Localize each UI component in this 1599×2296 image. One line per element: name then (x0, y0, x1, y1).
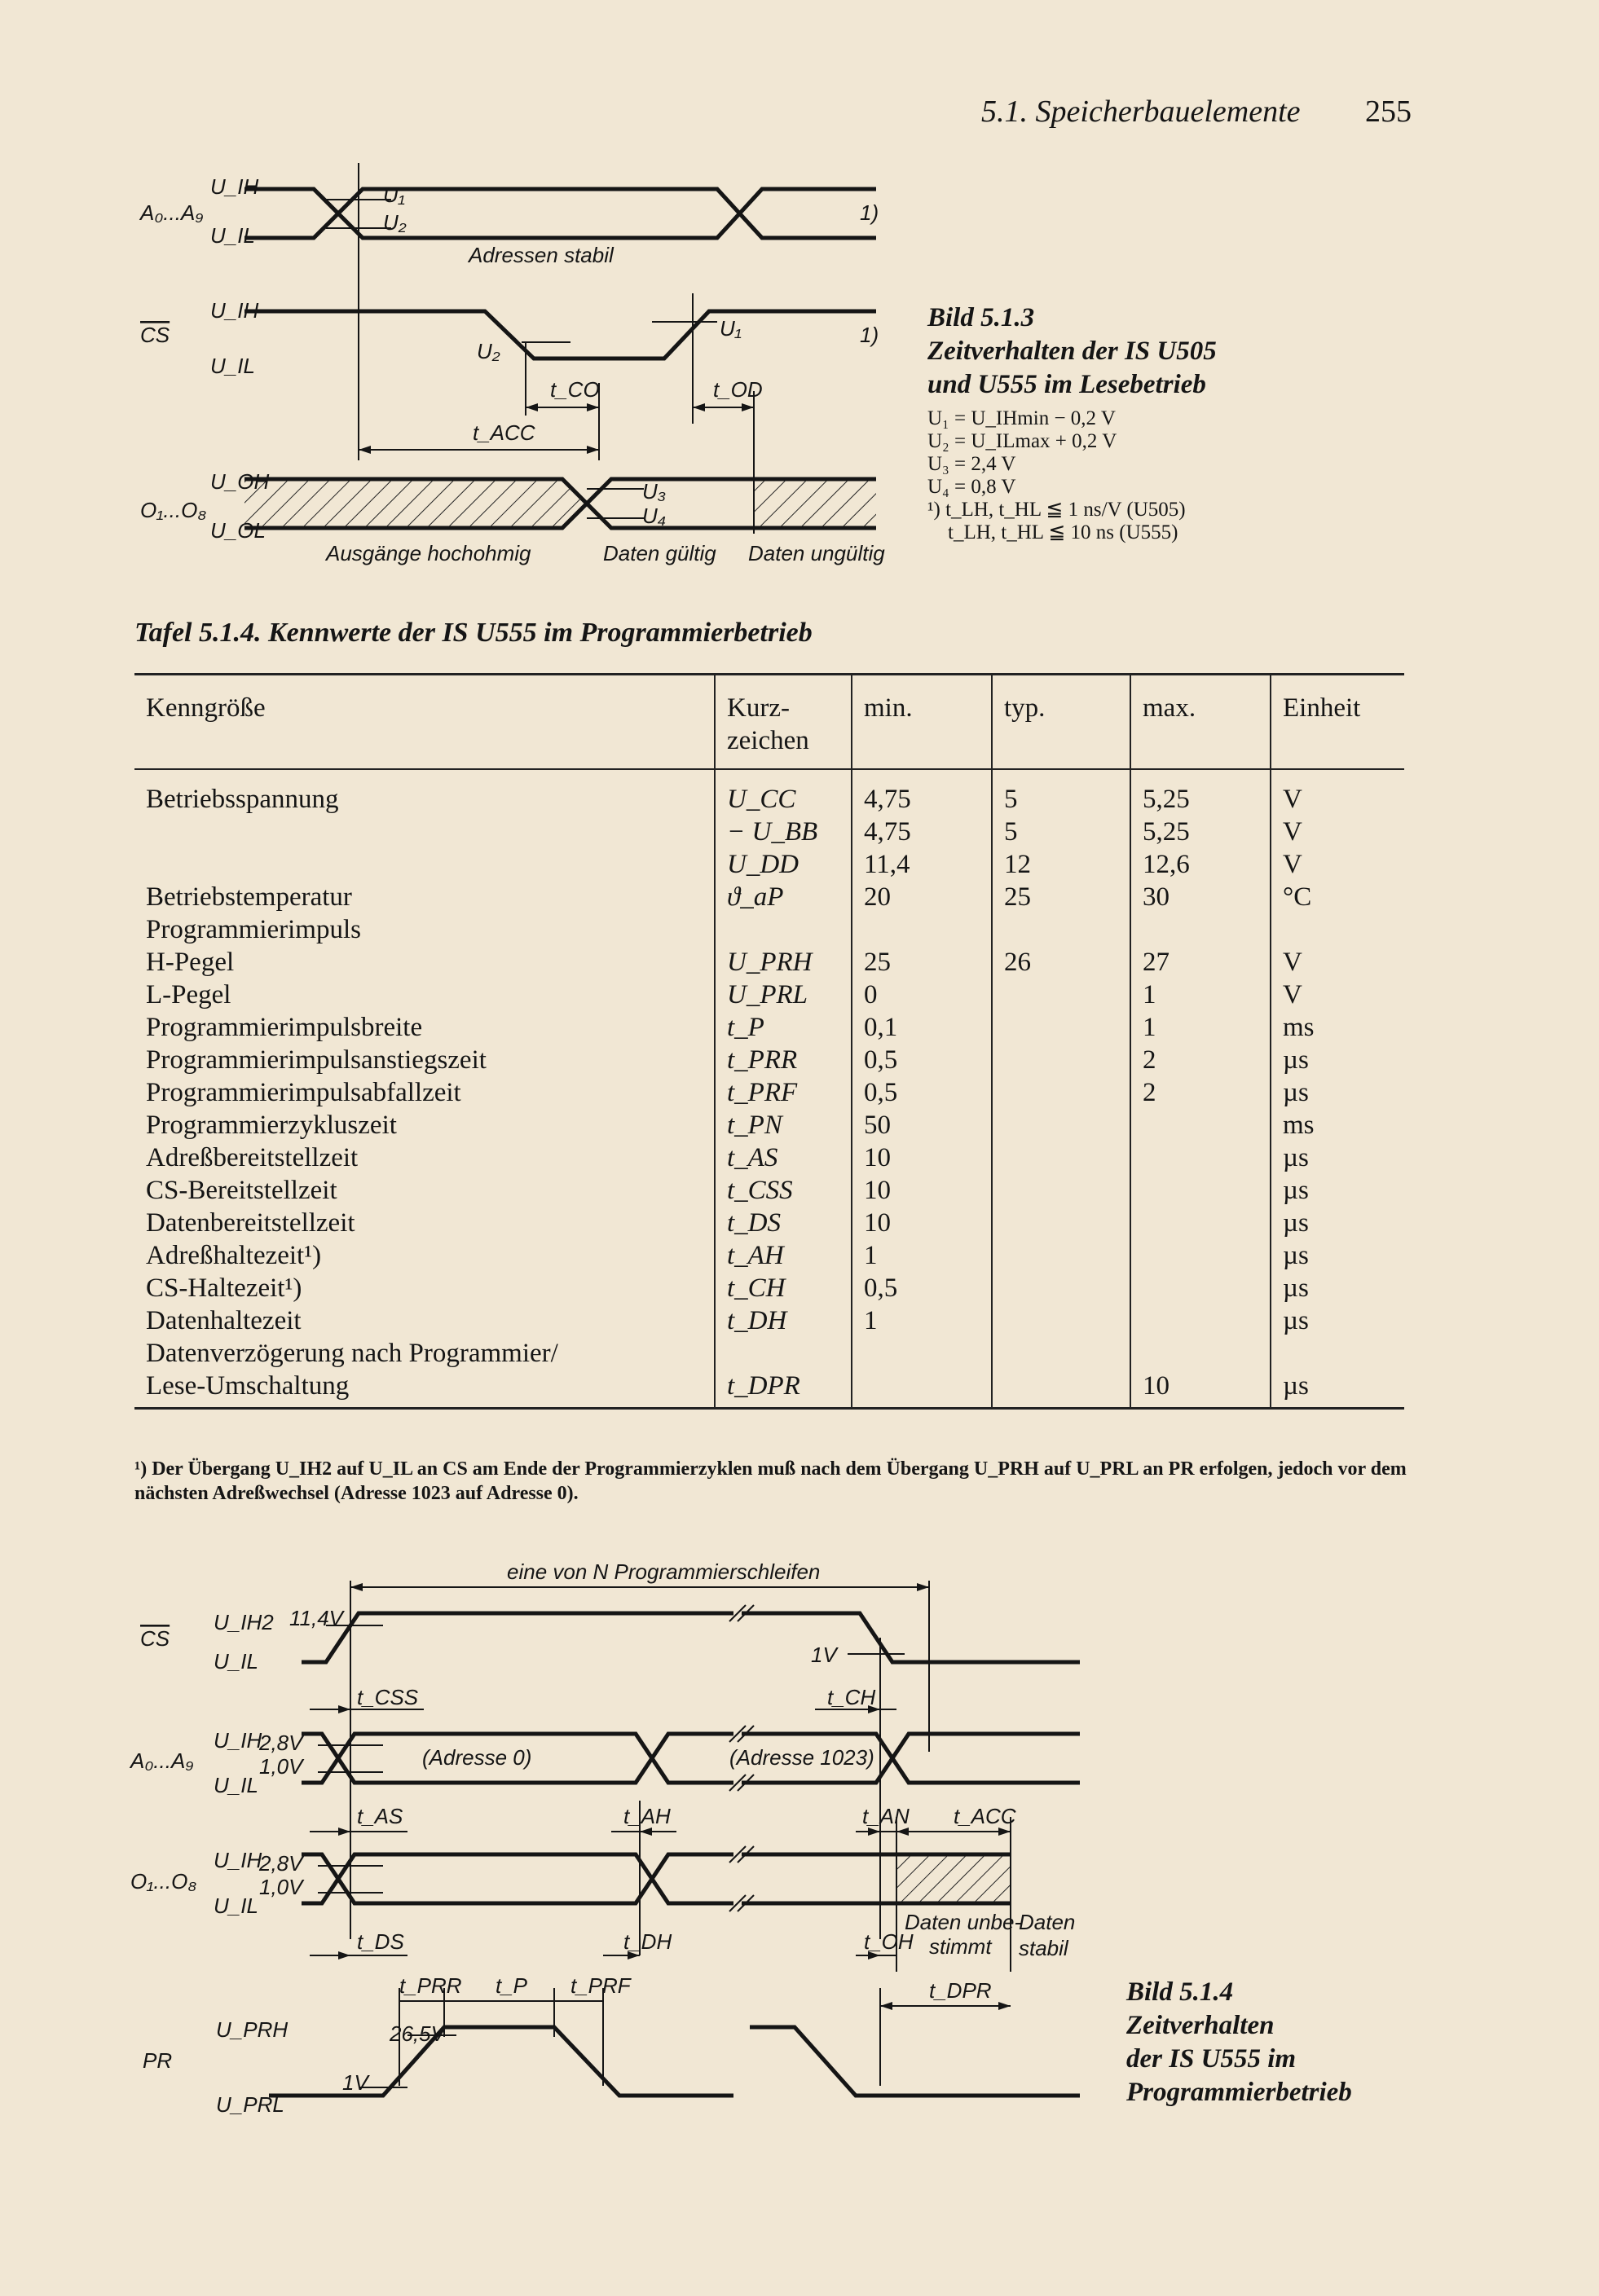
table-cell-sym: U_DD (715, 848, 852, 881)
table-cell-max (1130, 1109, 1271, 1141)
table-cell-unit: µs (1271, 1076, 1404, 1109)
table-cell-min: 0,1 (852, 1011, 992, 1044)
table-cell-typ: 12 (992, 848, 1130, 881)
table-cell-min (852, 1337, 992, 1370)
hatched-region-invalid (754, 481, 876, 526)
uil-label: U_IL (214, 1773, 258, 1797)
table-cell-sym: t_DPR (715, 1370, 852, 1409)
column-header: Einheit (1271, 675, 1404, 770)
caption-line: Bild 5.1.3 (927, 303, 1035, 332)
data-undefined-label: stimmt (929, 1934, 992, 1959)
tah-label: t_AH (623, 1804, 671, 1828)
table-footnote: ¹) Der Übergang U_IH2 auf U_IL an CS am Ende der Programmierzyklen muß nach dem Übergang U_PRH auf U_PRL an PR erfolgen, jedoch vor dem nächsten Adreßwechsel (Adresse 1023 auf Adresse 0). (134, 1458, 1407, 1504)
table-row (134, 946, 1404, 979)
table-cell-typ (992, 1304, 1130, 1337)
note-line: U₄ = 0,8 V (927, 476, 1016, 498)
table-cell-min: 10 (852, 1141, 992, 1174)
table-row (134, 1304, 1404, 1337)
voltage-1-0-label: 1,0V (259, 1754, 303, 1779)
parameter-table (134, 673, 1404, 1410)
table-cell-sym (715, 913, 852, 946)
table-cell-name (134, 848, 715, 881)
table-row (134, 979, 1404, 1011)
caption-line: Zeitverhalten (1126, 2011, 1275, 2040)
uil-label: U_IL (210, 354, 255, 378)
caption-line: Zeitverhalten der IS U505 (927, 336, 1217, 366)
table-cell-min: 1 (852, 1239, 992, 1272)
u1-label: U₁ (720, 316, 742, 341)
table-cell-typ (992, 1239, 1130, 1272)
table-cell-sym: t_PRF (715, 1076, 852, 1109)
table-cell-sym: U_PRH (715, 946, 852, 979)
footnote-mark: 1) (860, 200, 879, 225)
table-cell-sym: t_CSS (715, 1174, 852, 1207)
table-cell-sym: t_P (715, 1011, 852, 1044)
tp-label: t_P (496, 1973, 528, 1998)
table-cell-sym: t_AH (715, 1239, 852, 1272)
u1-label: U₁ (383, 183, 405, 207)
table-cell-name: L-Pegel (146, 980, 231, 1009)
uih-label: U_IH (214, 1728, 262, 1753)
data-invalid-label: Daten ungültig (748, 541, 885, 565)
table-row (134, 1076, 1404, 1109)
table-cell-unit: µs (1271, 1272, 1404, 1304)
note-line: t_LH, t_HL ≦ 10 ns (U555) (927, 521, 1178, 543)
table-cell-name: Adreßhaltezeit¹) (146, 1241, 322, 1270)
tod-label: t_OD (713, 377, 763, 402)
table-cell-unit: µs (1271, 1141, 1404, 1174)
table-cell-name: Datenbereitstellzeit (146, 1208, 355, 1238)
table-cell-sym: t_AS (715, 1141, 852, 1174)
table-cell-typ: 26 (992, 946, 1130, 979)
table-cell-typ (992, 1272, 1130, 1304)
table-cell-max: 12,6 (1130, 848, 1271, 881)
address-1023-label: (Adresse 1023) (729, 1745, 874, 1770)
table-cell-max (1130, 1174, 1271, 1207)
addr-bus-label: A₀...A₉ (140, 200, 204, 225)
table-cell-max (1130, 1272, 1271, 1304)
table-cell-unit: µs (1271, 1304, 1404, 1337)
table-cell-sym: U_CC (715, 769, 852, 816)
uih-label: U_IH (214, 1848, 262, 1872)
table-cell-typ: 5 (992, 769, 1130, 816)
table-cell-unit: µs (1271, 1239, 1404, 1272)
tdh-label: t_DH (623, 1929, 672, 1954)
data-valid-label: Daten gültig (603, 541, 716, 565)
timing-diagram-program (0, 1532, 1599, 2151)
table-cell-max: 5,25 (1130, 816, 1271, 848)
tds-label: t_DS (357, 1929, 404, 1954)
table-cell-max: 30 (1130, 881, 1271, 913)
table-cell-min: 50 (852, 1109, 992, 1141)
table-cell-name: CS-Bereitstellzeit (146, 1176, 337, 1205)
tco-label: t_CO (550, 377, 600, 402)
table-cell-name: H-Pegel (146, 948, 235, 977)
table-cell-unit: V (1271, 946, 1404, 979)
table-cell-max: 2 (1130, 1076, 1271, 1109)
table-cell-typ (992, 1044, 1130, 1076)
data-stable-label: Daten (1019, 1910, 1076, 1934)
table-cell-min: 0,5 (852, 1272, 992, 1304)
table-cell-min: 0,5 (852, 1076, 992, 1109)
table-cell-max (1130, 1337, 1271, 1370)
table-cell-unit: µs (1271, 1174, 1404, 1207)
uih2-label: U_IH2 (214, 1610, 274, 1634)
table-cell-name: Adreßbereitstellzeit (146, 1143, 359, 1172)
voltage-1-0-label: 1,0V (259, 1875, 303, 1899)
data-undefined-label: Daten unbe- (905, 1910, 1022, 1934)
table-cell-min: 4,75 (852, 769, 992, 816)
voltage-2-8-label: 2,8V (259, 1851, 303, 1876)
cs-label: CS (140, 1626, 170, 1651)
voltage-11-4-label: 11,4V (289, 1606, 344, 1630)
table-cell-min: 10 (852, 1207, 992, 1239)
table-cell-sym (715, 1337, 852, 1370)
voltage-1-label: 1V (342, 2070, 368, 2095)
hi-z-label: Ausgänge hochohmig (326, 541, 531, 565)
footnote-mark: 1) (860, 323, 879, 347)
table-cell-typ: 5 (992, 816, 1130, 848)
table-cell-max: 1 (1130, 979, 1271, 1011)
table-cell-max: 5,25 (1130, 769, 1271, 816)
u2-label: U₂ (477, 339, 500, 363)
uprl-label: U_PRL (216, 2092, 284, 2117)
cs-label: CS (140, 323, 170, 347)
table-cell-min: 25 (852, 946, 992, 979)
table-cell-unit (1271, 913, 1404, 946)
table-cell-max: 2 (1130, 1044, 1271, 1076)
table-cell-name: Lese-Umschaltung (134, 1370, 715, 1409)
note-line: U₃ = 2,4 V (927, 453, 1016, 475)
table-cell-typ (992, 913, 1130, 946)
note-line: U₁ = U_IHmin − 0,2 V (927, 407, 1116, 429)
timing-diagram-read (0, 0, 1599, 603)
table-cell-max (1130, 1141, 1271, 1174)
uprh-label: U_PRH (216, 2017, 289, 2042)
table-cell-sym: t_PN (715, 1109, 852, 1141)
table-cell-max (1130, 1207, 1271, 1239)
column-header: max. (1130, 675, 1271, 770)
column-header: Kenngröße (134, 675, 715, 770)
table-cell-name: Programmierimpulsanstiegszeit (146, 1045, 487, 1075)
table-cell-name: Betriebsspannung (146, 785, 339, 814)
table-row (134, 1370, 1404, 1409)
column-header: typ. (992, 675, 1130, 770)
uih-label: U_IH (210, 298, 259, 323)
table-cell-typ (992, 1109, 1130, 1141)
table-row (134, 1174, 1404, 1207)
table-cell-name: Programmierimpulsabfallzeit (146, 1078, 461, 1107)
table-row (134, 1272, 1404, 1304)
table-cell-typ: 25 (992, 881, 1130, 913)
u2-label: U₂ (383, 210, 407, 235)
table-row (134, 1109, 1404, 1141)
figure-notes (927, 407, 1186, 544)
table-row (134, 1044, 1404, 1076)
table-row (134, 769, 1404, 816)
note-line: ¹) t_LH, t_HL ≦ 1 ns/V (U505) (927, 499, 1186, 521)
tdpr-label: t_DPR (929, 1978, 992, 2003)
table-cell-unit (1271, 1337, 1404, 1370)
address-0-label: (Adresse 0) (422, 1745, 532, 1770)
table-cell-min: 10 (852, 1174, 992, 1207)
table-cell-min: 0,5 (852, 1044, 992, 1076)
table-cell-typ (992, 1370, 1130, 1409)
loop-label: eine von N Programmierschleifen (507, 1559, 821, 1584)
table-cell-name: Programmierimpuls (146, 915, 361, 944)
table-cell-typ (992, 979, 1130, 1011)
caption-line: Programmierbetrieb (1126, 2078, 1352, 2107)
uih-label: U_IH (210, 174, 259, 199)
table-row (134, 881, 1404, 913)
table-cell-unit: °C (1271, 881, 1404, 913)
table-cell-sym: − U_BB (715, 816, 852, 848)
addr-bus-label: A₀...A₉ (130, 1748, 194, 1773)
table-cell-max: 1 (1130, 1011, 1271, 1044)
table-cell-typ (992, 1141, 1130, 1174)
table-cell-unit: µs (1271, 1370, 1404, 1409)
tacc-label: t_ACC (473, 420, 535, 445)
voltage-2-8-label: 2,8V (259, 1731, 303, 1755)
column-header: Kurz- zeichen (715, 675, 852, 770)
tprf-label: t_PRF (570, 1973, 631, 1998)
table-cell-unit: V (1271, 848, 1404, 881)
column-header: min. (852, 675, 992, 770)
table-row (134, 848, 1404, 881)
page-number: 255 (1365, 95, 1412, 129)
pr-label: PR (143, 2048, 173, 2073)
hatched-region-hi-z (244, 481, 587, 526)
table-cell-sym: U_PRL (715, 979, 852, 1011)
table-cell-sym: t_DH (715, 1304, 852, 1337)
table-title: Tafel 5.1.4. Kennwerte der IS U555 im Programmierbetrieb (134, 618, 813, 648)
table-cell-typ (992, 1337, 1130, 1370)
uil-label: U_IL (210, 223, 255, 248)
table-cell-name: Betriebstemperatur (146, 882, 352, 912)
uol-label: U_OL (210, 518, 266, 543)
table-cell-min: 0 (852, 979, 992, 1011)
figure-caption-5-1-4 (1126, 1976, 1352, 2109)
table-cell-min (852, 1370, 992, 1409)
table-cell-name: CS-Haltezeit¹) (146, 1273, 302, 1303)
table-cell-min (852, 913, 992, 946)
table-cell-unit: V (1271, 979, 1404, 1011)
toh-label: t_OH (864, 1929, 914, 1954)
table-cell-max (1130, 1239, 1271, 1272)
voltage-26-5-label: 26,5V (390, 2021, 445, 2046)
table-cell-name: Datenhaltezeit (146, 1306, 302, 1335)
tas-label: t_AS (357, 1804, 403, 1828)
table-cell-name: Programmierimpulsbreite (146, 1013, 423, 1042)
table-cell-sym: ϑ_aP (715, 881, 852, 913)
uil-label: U_IL (214, 1649, 258, 1674)
tacc-label: t_ACC (954, 1804, 1016, 1828)
caption-line: Bild 5.1.4 (1126, 1977, 1234, 2007)
table-cell-name: Datenverzögerung nach Programmier/ (146, 1339, 558, 1368)
figure-caption-5-1-3 (927, 301, 1217, 402)
table-cell-min: 4,75 (852, 816, 992, 848)
table-cell-min: 20 (852, 881, 992, 913)
data-stable-label: stabil (1019, 1936, 1068, 1960)
table-cell-min: 11,4 (852, 848, 992, 881)
table-row (134, 816, 1404, 848)
section-title: 5.1. Speicherbauelemente (981, 95, 1301, 129)
table-cell-unit: µs (1271, 1207, 1404, 1239)
hatched-region-undefined (896, 1856, 1011, 1902)
tcss-label: t_CSS (357, 1685, 419, 1709)
table-row (134, 1207, 1404, 1239)
uoh-label: U_OH (210, 469, 270, 494)
table-row (134, 913, 1404, 946)
table-cell-unit: V (1271, 816, 1404, 848)
tan-label: t_AN (862, 1804, 910, 1828)
table-cell-typ (992, 1174, 1130, 1207)
uil-label: U_IL (214, 1894, 258, 1918)
tch-label: t_CH (827, 1685, 876, 1709)
table-row (134, 1011, 1404, 1044)
addr-stable-label: Adressen stabil (469, 243, 614, 267)
table-row (134, 1337, 1404, 1370)
table-cell-unit: ms (1271, 1109, 1404, 1141)
table-cell-unit: V (1271, 769, 1404, 816)
table-cell-unit: µs (1271, 1044, 1404, 1076)
table-cell-name: Programmierzykluszeit (146, 1111, 397, 1140)
caption-line: und U555 im Lesebetrieb (927, 370, 1206, 399)
table-row (134, 1141, 1404, 1174)
table-header-row (134, 675, 1404, 770)
table-cell-typ (992, 1011, 1130, 1044)
data-bus-label: O₁...O₈ (130, 1869, 197, 1894)
u3-label: U₃ (642, 479, 667, 504)
u4-label: U₄ (642, 504, 667, 528)
voltage-1-label: 1V (811, 1643, 837, 1667)
table-cell-max: 10 (1130, 1370, 1271, 1409)
table-cell-typ (992, 1207, 1130, 1239)
note-line: U₂ = U_ILmax + 0,2 V (927, 430, 1117, 452)
table-cell-sym: t_PRR (715, 1044, 852, 1076)
caption-line: der IS U555 im (1126, 2044, 1297, 2074)
output-bus-label: O₁...O₈ (140, 498, 207, 522)
table-cell-unit: ms (1271, 1011, 1404, 1044)
table-cell-typ (992, 1076, 1130, 1109)
table-row (134, 1239, 1404, 1272)
table-cell-max (1130, 1304, 1271, 1337)
tprr-label: t_PRR (399, 1973, 462, 1998)
table-cell-max (1130, 913, 1271, 946)
table-cell-sym: t_CH (715, 1272, 852, 1304)
table-cell-sym: t_DS (715, 1207, 852, 1239)
table-cell-name (134, 816, 715, 848)
table-cell-max: 27 (1130, 946, 1271, 979)
table-cell-min: 1 (852, 1304, 992, 1337)
